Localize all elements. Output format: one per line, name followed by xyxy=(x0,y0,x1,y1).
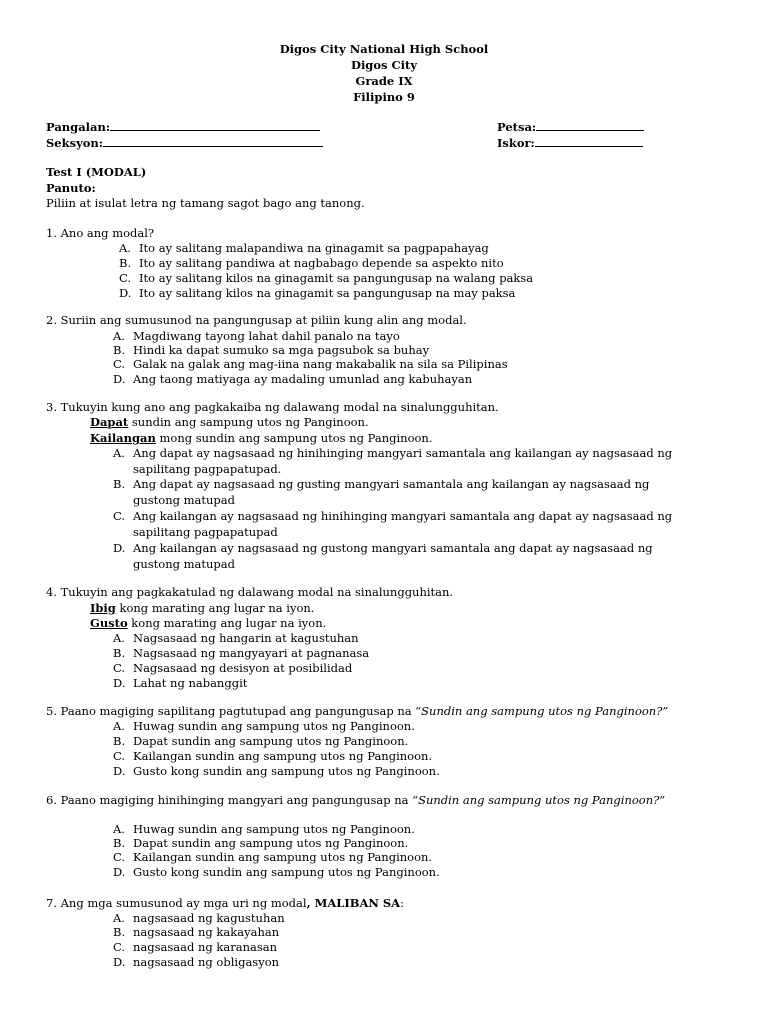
q5-option-a: A. Huwag sundin ang sampung utos ng Panginoon. xyxy=(113,719,415,733)
q6-option-a: A. Huwag sundin ang sampung utos ng Panginoon. xyxy=(113,822,415,836)
question-5: 5. Paano magiging sapilitang pagtutupad ang pangungusap na “Sundin ang sampung utos ng Panginoon?” xyxy=(46,704,669,718)
q2-option-c: C. Galak na galak ang mag-iina nang makabalik na sila sa Pilipinas xyxy=(113,357,508,371)
q5-option-d: D. Gusto kong sundin ang sampung utos ng Panginoon. xyxy=(113,764,440,778)
score-blank[interactable] xyxy=(535,135,643,147)
question-1: 1. Ano ang modal? xyxy=(46,226,155,240)
question-6: 6. Paano magiging hinihinging mangyari ang pangungusap na “Sundin ang sampung utos ng Panginoon?” xyxy=(46,793,666,807)
q3-option-d-cont: gustong matupad xyxy=(133,557,236,571)
city-name: Digos City xyxy=(350,58,418,72)
underlined-modal: Dapat xyxy=(90,415,129,429)
q3-option-d: D. Ang kailangan ay nagsasaad ng gustong mangyari samantala ang dapat ay nagsasaad ng xyxy=(113,541,653,555)
document-header xyxy=(0,41,768,105)
q7-option-c: C. nagsasaad ng karanasan xyxy=(113,940,278,954)
name-blank[interactable] xyxy=(110,119,320,131)
underlined-modal: Kailangan xyxy=(90,431,156,445)
q2-option-a: A. Magdiwang tayong lahat dahil panalo na tayo xyxy=(113,329,400,343)
date-label: Petsa: xyxy=(497,120,537,134)
date-blank[interactable] xyxy=(536,119,644,131)
q5-option-b: B. Dapat sundin ang sampung utos ng Panginoon. xyxy=(113,734,409,748)
q5-option-c: C. Kailangan sundin ang sampung utos ng Panginoon. xyxy=(113,749,433,763)
q4-option-d: D. Lahat ng nabanggit xyxy=(113,676,248,690)
q6-option-d: D. Gusto kong sundin ang sampung utos ng Panginoon. xyxy=(113,865,440,879)
q3-option-c: C. Ang kailangan ay nagsasaad ng hinihinging mangyari samantala ang dapat ay nagsasaad ng xyxy=(113,509,673,523)
quoted-sentence: “Sundin ang sampung utos ng Panginoon?” xyxy=(415,704,669,718)
section-field[interactable] xyxy=(46,135,323,151)
q4-option-c: C. Nagsasaad ng desisyon at posibilidad xyxy=(113,661,353,675)
q3-option-c-cont: sapilitang pagpapatupad xyxy=(133,525,278,539)
q3-sentence-1: Dapat sundin ang sampung utos ng Panginoon. xyxy=(90,415,369,429)
score-field[interactable] xyxy=(497,135,643,151)
date-field[interactable] xyxy=(497,119,644,135)
q2-option-b: B. Hindi ka dapat sumuko sa mga pagsubok sa buhay xyxy=(113,343,430,357)
q6-option-c: C. Kailangan sundin ang sampung utos ng Panginoon. xyxy=(113,850,433,864)
q7-option-a: A. nagsasaad ng kagustuhan xyxy=(113,911,285,925)
section-label: Seksyon: xyxy=(46,136,104,150)
score-label: Iskor: xyxy=(497,136,535,150)
q3-sentence-2: Kailangan mong sundin ang sampung utos ng Panginoon. xyxy=(90,431,433,445)
underlined-modal: Ibig xyxy=(90,601,116,615)
test-title: Test I (MODAL) xyxy=(46,165,147,179)
directions-text: Piliin at isulat letra ng tamang sagot bago ang tanong. xyxy=(46,196,365,210)
name-label: Pangalan: xyxy=(46,120,111,134)
section-blank[interactable] xyxy=(103,135,323,147)
question-3: 3. Tukuyin kung ano ang pagkakaiba ng dalawang modal na sinalungguhitan. xyxy=(46,400,499,414)
q4-option-b: B. Nagsasaad ng mangyayari at pagnanasa xyxy=(113,646,370,660)
quoted-sentence: “Sundin ang sampung utos ng Panginoon?” xyxy=(412,793,666,807)
q6-option-b: B. Dapat sundin ang sampung utos ng Panginoon. xyxy=(113,836,409,850)
q1-option-a: A. Ito ay salitang malapandiwa na ginagamit sa pagpapahayag xyxy=(119,241,489,255)
q3-option-b-cont: gustong matupad xyxy=(133,493,236,507)
question-7: 7. Ang mga sumusunod ay mga uri ng modal, MALIBAN SA: xyxy=(46,896,404,910)
q2-option-d: D. Ang taong matiyaga ay madaling umunlad ang kabuhayan xyxy=(113,372,473,386)
q7-option-d: D. nagsasaad ng obligasyon xyxy=(113,955,280,969)
q4-option-a: A. Nagsasaad ng hangarin at kagustuhan xyxy=(113,631,359,645)
question-2: 2. Suriin ang sumusunod na pangungusap at piliin kung alin ang modal. xyxy=(46,313,467,327)
q4-sentence-1: Ibig kong marating ang lugar na iyon. xyxy=(90,601,315,615)
q7-option-b: B. nagsasaad ng kakayahan xyxy=(113,925,280,939)
q3-option-a: A. Ang dapat ay nagsasaad ng hinihinging mangyari samantala ang kailangan ay nagsasaad ng xyxy=(113,446,673,460)
subject-name: Filipino 9 xyxy=(353,90,415,104)
underlined-modal: Gusto xyxy=(90,616,128,630)
q1-option-d: D. Ito ay salitang kilos na ginagamit sa pangungusap na may paksa xyxy=(119,286,516,300)
question-4: 4. Tukuyin ang pagkakatulad ng dalawang modal na sinalungguhitan. xyxy=(46,585,454,599)
q3-option-b: B. Ang dapat ay nagsasaad ng gusting mangyari samantala ang kailangan ay nagsasaad ng xyxy=(113,477,650,491)
q1-option-c: C. Ito ay salitang kilos na ginagamit sa pangungusap na walang paksa xyxy=(119,271,534,285)
name-field[interactable] xyxy=(46,119,320,135)
q3-option-a-cont: sapilitang pagpapatupad. xyxy=(133,462,282,476)
directions-label: Panuto: xyxy=(46,181,96,195)
grade-level: Grade IX xyxy=(355,74,413,88)
q1-option-b: B. Ito ay salitang pandiwa at nagbabago depende sa aspekto nito xyxy=(119,256,504,270)
q4-sentence-2: Gusto kong marating ang lugar na iyon. xyxy=(90,616,327,630)
school-name: Digos City National High School xyxy=(279,42,489,56)
